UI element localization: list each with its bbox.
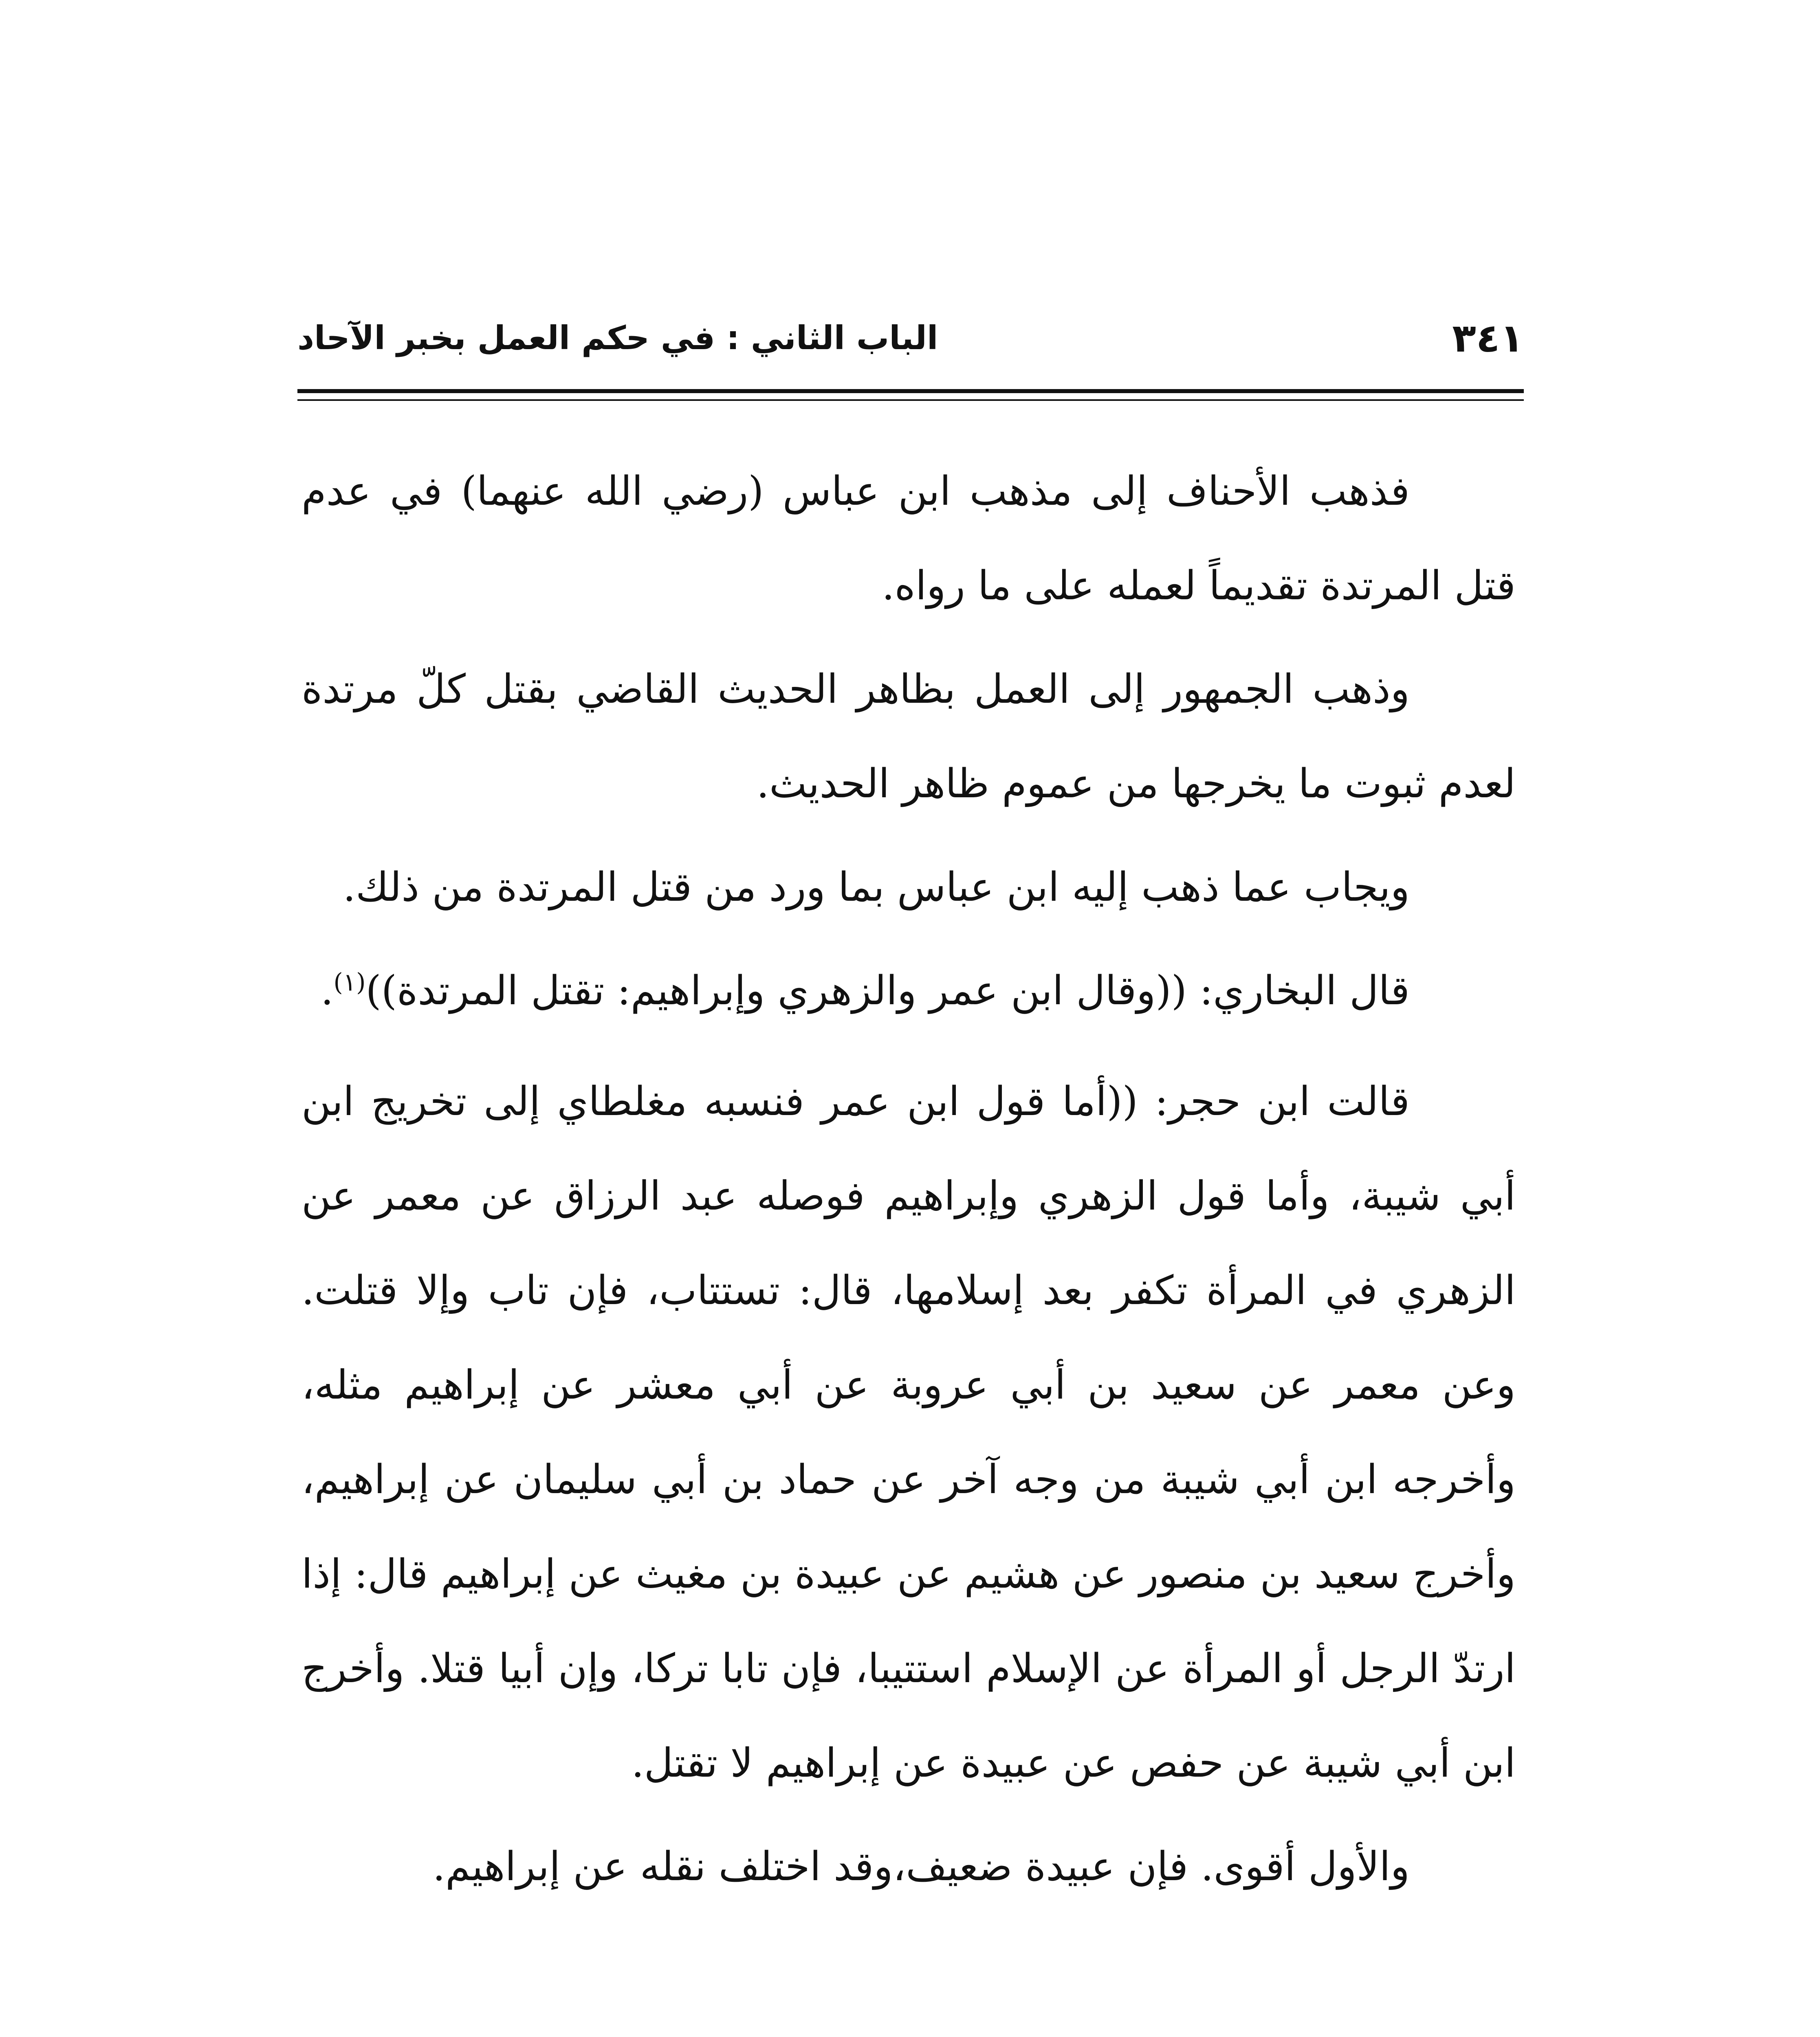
page-number: ٣٤١ <box>1452 315 1524 361</box>
paragraph <box>301 840 1516 935</box>
paragraph-text: قال البخاري: ((وقال ابن عمر والزهري وإبراهيم: تقتل المرتدة)) <box>365 968 1410 1014</box>
main-text <box>301 444 1516 1923</box>
paragraph <box>301 1054 1516 1810</box>
paragraph-text: وذهب الجمهور إلى العمل بظاهر الحديث القاضي بقتل كلّ مرتدة لعدم ثبوت ما يخرجها من عموم ظاهر الحديث. <box>301 666 1516 807</box>
paragraph-text: قالت ابن حجر: ((أما قول ابن عمر فنسبه مغلطاي إلى تخريج ابن أبي شيبة، وأما قول الزهري وإبراهيم فوصله عبد الرزاق عن معمر عن الزهري في المرأة تكفر بعد إسلامها، قال: تستتاب، فإن تاب وإلا قتلت. وعن معمر عن سعيد بن أبي عروبة عن أبي معشر عن إبراهيم مثله، وأخرجه ابن أبي شيبة من وجه آخر عن حماد بن أبي سليمان عن إبراهيم، وأخرج سعيد بن منصور عن هشيم عن عبيدة بن مغيث عن إبراهيم قال: إذا ارتدّ الرجل أو المرأة عن الإسلام استتيبا، فإن تابا تركا، وإن أبيا قتلا. وأخرج ابن أبي شيبة عن حفص عن عبيدة عن إبراهيم لا تقتل. <box>301 1078 1516 1786</box>
paragraph-text: ويجاب عما ذهب إليه ابن عباس بما ورد من قتل المرتدة من ذلك. <box>343 864 1410 911</box>
header-rule-thick <box>297 389 1524 393</box>
paragraph-text: والأول أقوى. فإن عبيدة ضعيف،وقد اختلف نقله عن إبراهيم. <box>432 1843 1410 1890</box>
header-rule-thin <box>297 399 1524 401</box>
paragraph <box>301 1819 1516 1914</box>
paragraph <box>301 944 1516 1038</box>
footnote-reference[interactable]: (١) <box>333 968 366 997</box>
paragraph <box>301 642 1516 831</box>
paragraph-end-period: . <box>321 968 334 1014</box>
page-header <box>297 310 1524 375</box>
paragraph <box>301 444 1516 633</box>
paragraph-text: فذهب الأحناف إلى مذهب ابن عباس (رضي الله عنهما) في عدم قتل المرتدة تقديماً لعمله على ما رواه. <box>301 468 1516 609</box>
running-title: الباب الثاني : في حكم العمل بخبر الآحاد <box>297 319 938 357</box>
